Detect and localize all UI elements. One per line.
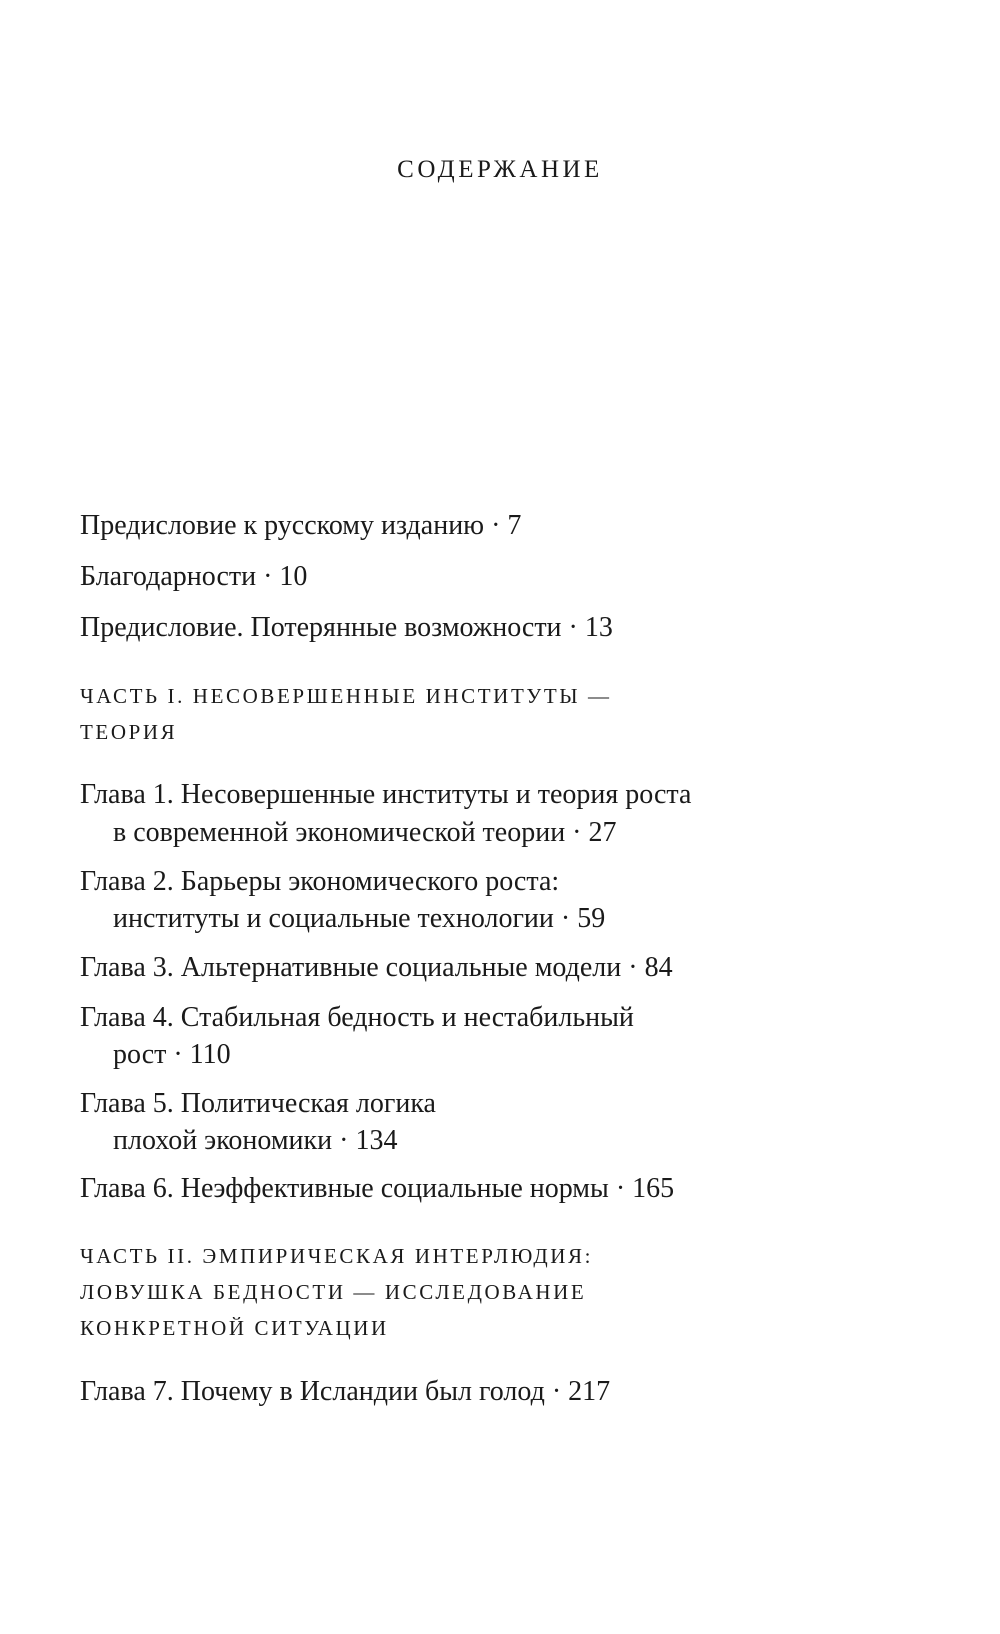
toc-entry-chapter-2-cont: институты и социальные технологии · 59 (113, 903, 606, 934)
toc-entry-chapter-4-cont: рост · 110 (113, 1039, 231, 1070)
toc-entry-chapter-5: Глава 5. Политическая логика (80, 1088, 436, 1119)
toc-entry-chapter-3: Глава 3. Альтернативные социальные модели · 84 (80, 952, 673, 983)
toc-entry-chapter-1: Глава 1. Несовершенные институты и теория роста (80, 779, 692, 810)
toc-entry-preface-russian: Предисловие к русскому изданию · 7 (80, 510, 522, 541)
part-1-heading-line-1: ЧАСТЬ I. НЕСОВЕРШЕННЫЕ ИНСТИТУТЫ — (80, 684, 612, 708)
toc-entry-chapter-4: Глава 4. Стабильная бедность и нестабильный (80, 1002, 634, 1033)
toc-entry-chapter-7: Глава 7. Почему в Исландии был голод · 217 (80, 1376, 611, 1407)
part-2-heading-line-3: КОНКРЕТНОЙ СИТУАЦИИ (80, 1316, 389, 1340)
part-2-heading-line-1: ЧАСТЬ II. ЭМПИРИЧЕСКАЯ ИНТЕРЛЮДИЯ: (80, 1244, 594, 1268)
toc-entry-acknowledgements: Благодарности · 10 (80, 561, 308, 592)
part-2-heading-line-2: ЛОВУШКА БЕДНОСТИ — ИССЛЕДОВАНИЕ (80, 1280, 587, 1304)
part-1-heading-line-2: ТЕОРИЯ (80, 720, 178, 744)
page-title: СОДЕРЖАНИЕ (397, 156, 603, 183)
toc-entry-chapter-6: Глава 6. Неэффективные социальные нормы · 165 (80, 1173, 675, 1204)
toc-entry-chapter-1-cont: в современной экономической теории · 27 (113, 817, 617, 848)
toc-entry-preface: Предисловие. Потерянные возможности · 13 (80, 612, 613, 643)
toc-entry-chapter-5-cont: плохой экономики · 134 (113, 1125, 398, 1156)
toc-entry-chapter-2: Глава 2. Барьеры экономического роста: (80, 866, 560, 897)
